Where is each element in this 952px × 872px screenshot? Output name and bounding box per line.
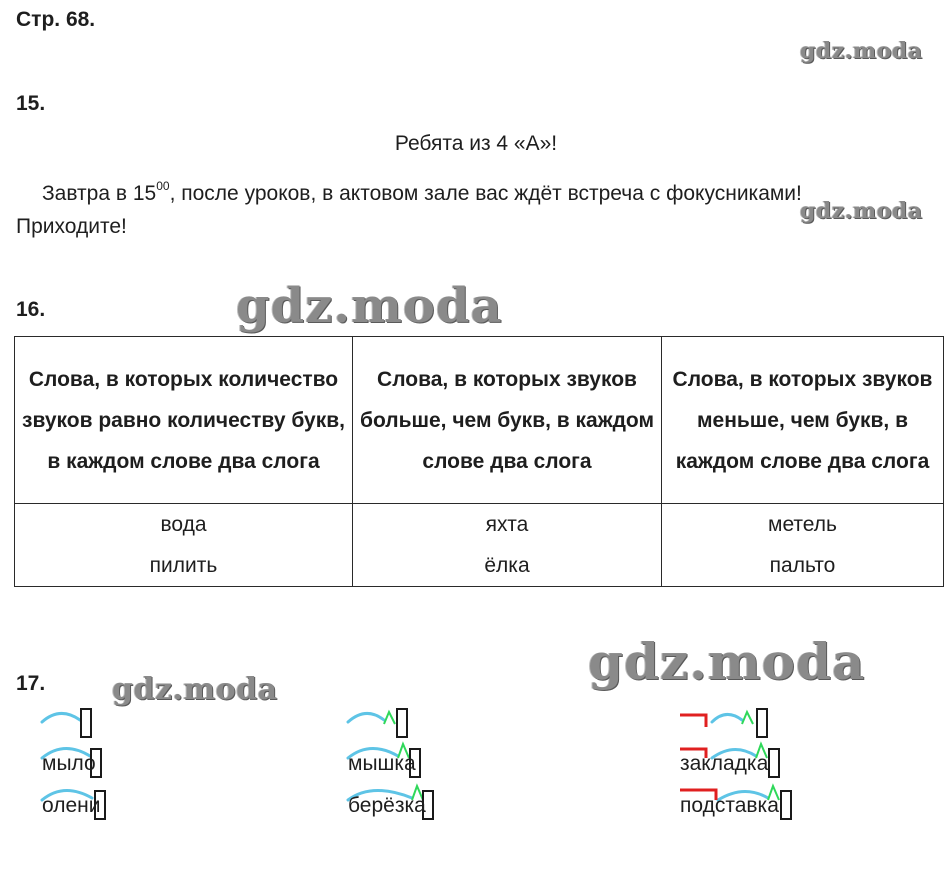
task-15-heading: Ребята из 4 «А»!: [394, 132, 558, 155]
task-15-line1-start: Завтра в 15: [42, 182, 157, 205]
page-title: Стр. 68.: [16, 8, 96, 31]
watermark: gdz.moda: [588, 632, 866, 691]
ending-box: [396, 708, 408, 738]
watermark: gdz.moda: [236, 278, 503, 334]
cell-word: пилить: [149, 554, 218, 577]
task-17-word: подставка: [680, 794, 779, 817]
task-17-word: мышка: [348, 752, 416, 775]
ending-box: [768, 748, 780, 778]
ending-box: [780, 790, 792, 820]
task-17-word: мыло: [42, 752, 96, 775]
cell-word: пальто: [769, 554, 836, 577]
watermark: gdz.moda: [112, 672, 278, 707]
cell-word: яхта: [485, 513, 529, 536]
task-17-word: закладка: [680, 752, 769, 775]
task-15-line2: Приходите!: [16, 215, 127, 238]
prefix-mark-icon: [680, 715, 706, 727]
root-arc-icon: [712, 714, 742, 722]
root-arc-icon: [42, 713, 80, 722]
watermark: gdz.moda: [800, 198, 923, 224]
task-15-line1-end: , после уроков, в актовом зале вас ждёт встреча с фокусниками!: [169, 182, 802, 205]
cell-word: ёлка: [484, 554, 530, 577]
task-16-number: 16.: [16, 298, 46, 321]
cell-word: вода: [160, 513, 207, 536]
watermark: gdz.moda: [800, 38, 923, 64]
suffix-mark-icon: [384, 712, 395, 724]
task-17-word: олени: [42, 794, 101, 817]
column-header: Слова, в которых звуков меньше, чем букв, в каждом слове два слога: [662, 337, 944, 504]
column-header: Слова, в которых количество звуков равно количеству букв, в каждом слове два слога: [15, 337, 353, 504]
suffix-mark-icon: [742, 712, 753, 724]
task-17-number: 17.: [16, 672, 46, 695]
ending-box: [80, 708, 92, 738]
root-arc-icon: [348, 713, 384, 722]
ending-box: [756, 708, 768, 738]
task-15-time-minutes: 00: [156, 179, 170, 193]
cell-word: метель: [768, 513, 837, 536]
task-15-number: 15.: [16, 92, 46, 115]
task-17-word: берёзка: [348, 794, 426, 817]
column-header: Слова, в которых звуков больше, чем букв, в каждом слове два слога: [353, 337, 662, 504]
